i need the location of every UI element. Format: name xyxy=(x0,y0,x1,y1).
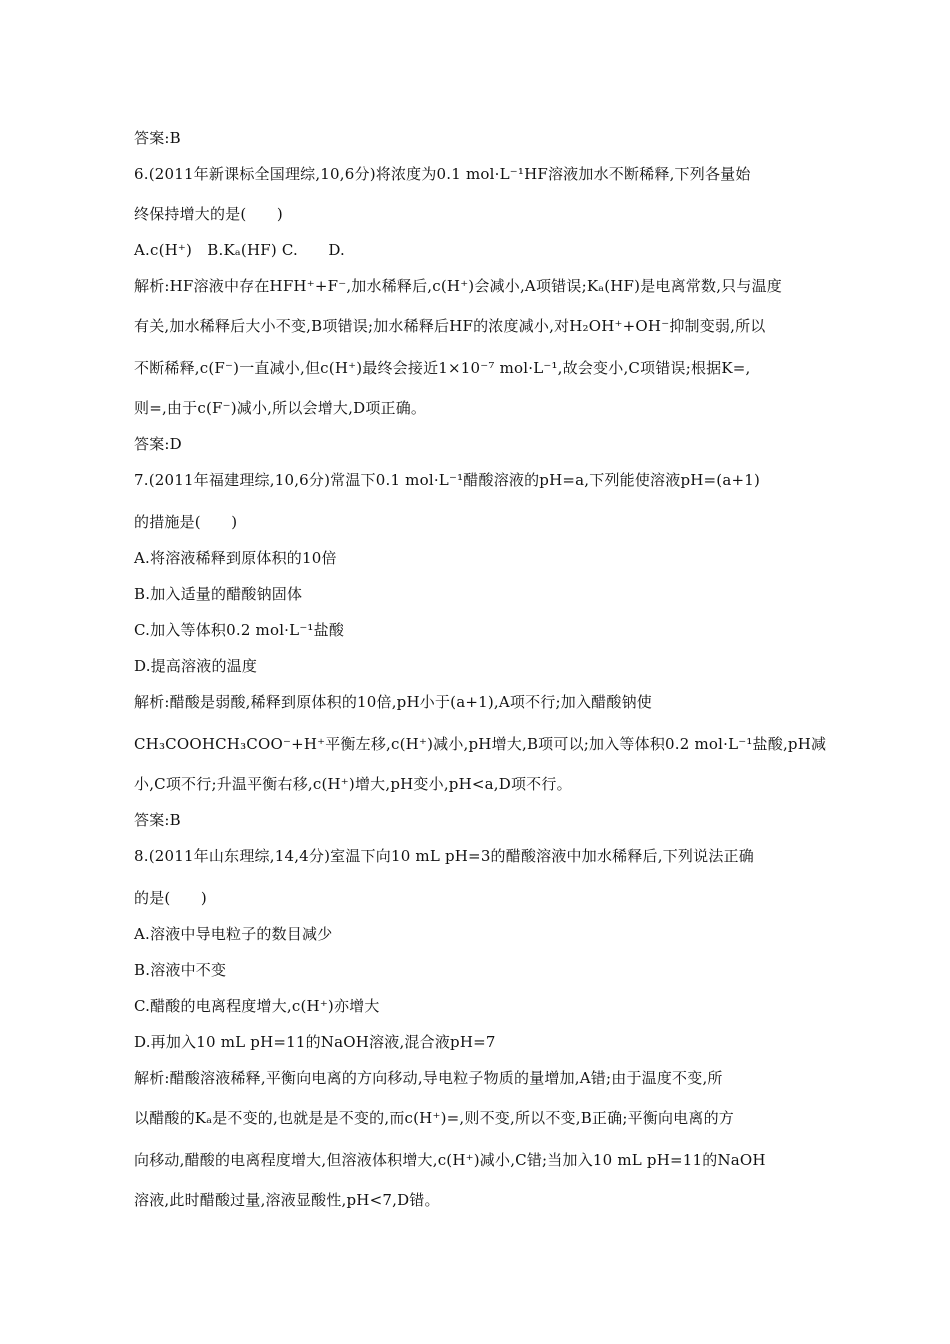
explanation-line: 则=,由于c(F⁻)减小,所以会增大,D项正确。 xyxy=(134,399,427,417)
explanation-line: 向移动,醋酸的电离程度增大,但溶液体积增大,c(H⁺)减小,C错;当加入10 mL pH=11的NaOH xyxy=(134,1151,766,1169)
question-6-options: A.c(H⁺) B.Kₐ(HF) C. D. xyxy=(134,241,346,259)
question-7-stem: 7.(2011年福建理综,10,6分)常温下0.1 mol·L⁻¹醋酸溶液的pH=a,下列能使溶液pH=(a+1) xyxy=(134,471,761,489)
answer-line: 答案:B xyxy=(134,811,181,829)
question-8-stem-cont: 的是( ) xyxy=(134,889,207,907)
option-c: C.醋酸的电离程度增大,c(H⁺)亦增大 xyxy=(134,997,380,1015)
explanation-line: 解析:醋酸是弱酸,稀释到原体积的10倍,pH小于(a+1),A项不行;加入醋酸钠使 xyxy=(134,693,652,711)
option-c: C.加入等体积0.2 mol·L⁻¹盐酸 xyxy=(134,621,345,639)
question-7-stem-cont: 的措施是( ) xyxy=(134,513,238,531)
explanation-line: 以醋酸的Kₐ是不变的,也就是是不变的,而c(H⁺)=,则不变,所以不变,B正确;平衡向电离的方 xyxy=(134,1109,734,1127)
option-b: B.溶液中不变 xyxy=(134,961,227,979)
explanation-line: 不断稀释,c(F⁻)一直减小,但c(H⁺)最终会接近1×10⁻⁷ mol·L⁻¹,故会变小,C项错误;根据K=, xyxy=(134,359,751,377)
explanation-line: 解析:醋酸溶液稀释,平衡向电离的方向移动,导电粒子物质的量增加,A错;由于温度不变,所 xyxy=(134,1069,723,1087)
explanation-line: 溶液,此时醋酸过量,溶液显酸性,pH<7,D错。 xyxy=(134,1191,440,1209)
answer-line: 答案:B xyxy=(134,129,181,147)
explanation-line: CH₃COOHCH₃COO⁻+H⁺平衡左移,c(H⁺)减小,pH增大,B项可以;加入等体积0.2 mol·L⁻¹盐酸,pH减 xyxy=(134,735,827,753)
question-6-stem: 6.(2011年新课标全国理综,10,6分)将浓度为0.1 mol·L⁻¹HF溶液加水不断稀释,下列各量始 xyxy=(134,165,751,183)
explanation-line: 小,C项不行;升温平衡右移,c(H⁺)增大,pH变小,pH<a,D项不行。 xyxy=(134,775,572,793)
option-b: B.加入适量的醋酸钠固体 xyxy=(134,585,303,603)
answer-line: 答案:D xyxy=(134,435,182,453)
explanation-line: 有关,加水稀释后大小不变,B项错误;加水稀释后HF的浓度减小,对H₂OH⁺+OH⁻抑制变弱,所以 xyxy=(134,317,766,335)
option-d: D.提高溶液的温度 xyxy=(134,657,258,675)
option-d: D.再加入10 mL pH=11的NaOH溶液,混合液pH=7 xyxy=(134,1033,496,1051)
question-6-stem-cont: 终保持增大的是( ) xyxy=(134,205,283,223)
question-8-stem: 8.(2011年山东理综,14,4分)室温下向10 mL pH=3的醋酸溶液中加水稀释后,下列说法正确 xyxy=(134,847,754,865)
explanation-line: 解析:HF溶液中存在HFH⁺+F⁻,加水稀释后,c(H⁺)会减小,A项错误;Kₐ(HF)是电离常数,只与温度 xyxy=(134,277,782,295)
option-a: A.将溶液稀释到原体积的10倍 xyxy=(134,549,337,567)
option-a: A.溶液中导电粒子的数目减少 xyxy=(134,925,333,943)
